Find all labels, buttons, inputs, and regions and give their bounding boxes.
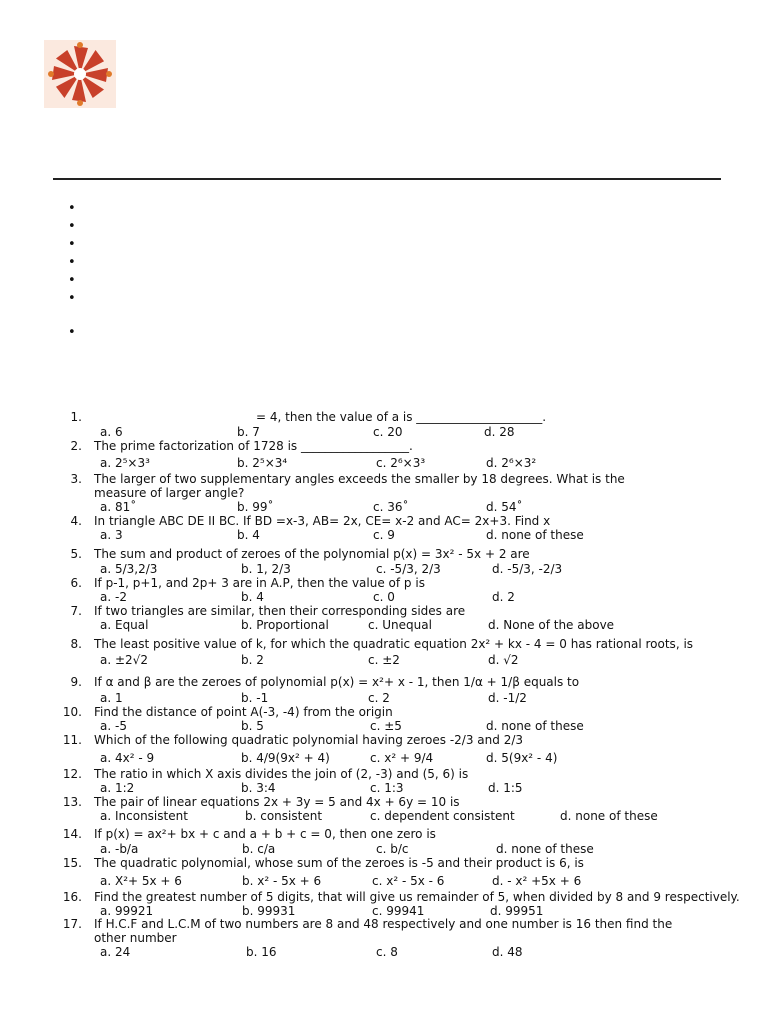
question-text: The pair of linear equations 2x + 3y = 5 and 4x + 6y = 10 is	[94, 795, 460, 809]
option-c: c. -5/3, 2/3	[376, 562, 441, 576]
question-number: 1.	[70, 410, 82, 424]
question-number: 5.	[70, 547, 82, 561]
option-d: d. -1/2	[488, 691, 527, 705]
question-number: 10.	[62, 705, 82, 719]
question-text: If H.C.F and L.C.M of two numbers are 8 and 48 respectively and one number is 16 then find the other number	[94, 917, 673, 945]
option-b: b. c/a	[242, 842, 276, 856]
option-a: a. 2⁵×3³	[100, 456, 150, 470]
question-number: 13.	[62, 795, 82, 809]
option-a: a. X²+ 5x + 6	[100, 874, 182, 888]
option-c: c. b/c	[376, 842, 409, 856]
question-text: The larger of two supplementary angles exceeds the smaller by 18 degrees. What is the measure of larger angle?	[94, 472, 625, 500]
question-text: If p(x) = ax²+ bx + c and a + b + c = 0, then one zero is	[94, 827, 436, 841]
option-c: c. x² + 9/4	[370, 751, 434, 765]
option-d: d. 54˚	[486, 500, 523, 514]
question-number: 16.	[62, 890, 82, 904]
option-b: b. 2⁵×3⁴	[237, 456, 288, 470]
option-b: b. 1, 2/3	[241, 562, 291, 576]
option-d: d. none of these	[496, 842, 594, 856]
option-a: a. 81˚	[100, 500, 137, 514]
option-b: b. consistent	[245, 809, 323, 823]
option-a: a. -2	[100, 590, 127, 604]
option-b: b. 5	[241, 719, 264, 733]
bullet-item: •	[68, 273, 76, 288]
option-a: a. 24	[100, 945, 131, 959]
option-c: c. 1:3	[370, 781, 404, 795]
option-c: c. 2⁶×3³	[376, 456, 426, 470]
option-b: b. 3:4	[241, 781, 276, 795]
option-c: c. 0	[373, 590, 395, 604]
question-text: = 4, then the value of a is _____________________.	[256, 410, 547, 424]
question-number: 14.	[62, 827, 82, 841]
question-text: The prime factorization of 1728 is __________________.	[94, 439, 413, 453]
option-a: a. -b/a	[100, 842, 139, 856]
option-b: b. Proportional	[241, 618, 329, 632]
question-number: 7.	[70, 604, 82, 618]
option-b: b. 4	[241, 590, 264, 604]
option-c: c. ±2	[368, 653, 400, 667]
option-a: a. 3	[100, 528, 123, 542]
option-b: b. 99931	[242, 904, 296, 918]
option-d: d. 28	[484, 425, 515, 439]
option-d: d. √2	[488, 653, 519, 667]
option-a: a. 6	[100, 425, 123, 439]
option-c: c. 99941	[372, 904, 425, 918]
question-number: 2.	[70, 439, 82, 453]
question-text: The ratio in which X axis divides the join of (2, -3) and (5, 6) is	[94, 767, 469, 781]
option-d: d. None of the above	[488, 618, 615, 632]
bullet-item: •	[68, 291, 76, 306]
option-d: d. none of these	[486, 719, 584, 733]
option-a: a. ±2√2	[100, 653, 148, 667]
question-text: Which of the following quadratic polynomial having zeroes -2/3 and 2/3	[94, 733, 524, 747]
option-c: c. x² - 5x - 6	[372, 874, 445, 888]
question-text: If p-1, p+1, and 2p+ 3 are in A.P, then the value of p is	[94, 576, 425, 590]
question-number: 11.	[62, 733, 82, 747]
option-c: c. 8	[376, 945, 398, 959]
bullet-item: •	[68, 255, 76, 270]
question-text: If two triangles are similar, then their corresponding sides are	[94, 604, 466, 618]
option-a: a. 5/3,2/3	[100, 562, 158, 576]
question-text: Find the distance of point A(-3, -4) from the origin	[94, 705, 393, 719]
option-a: a. Equal	[100, 618, 149, 632]
question-number: 6.	[70, 576, 82, 590]
option-b: b. 4/9(9x² + 4)	[241, 751, 330, 765]
bullet-item: •	[68, 201, 76, 216]
question-text: The quadratic polynomial, whose sum of the zeroes is -5 and their product is 6, is	[94, 856, 584, 870]
question-text: In triangle ABC DE II BC. If BD =x-3, AB= 2x, CE= x-2 and AC= 2x+3. Find x	[94, 514, 551, 528]
option-b: b. 16	[246, 945, 277, 959]
question-text: The least positive value of k, for which the quadratic equation 2x² + kx - 4 = 0 has rational roots, is	[94, 637, 694, 651]
option-d: d. -5/3, -2/3	[492, 562, 563, 576]
bullet-item: •	[68, 325, 76, 340]
option-a: a. Inconsistent	[100, 809, 188, 823]
option-a: a. 1:2	[100, 781, 135, 795]
option-c: c. 20	[373, 425, 403, 439]
bullet-item: •	[68, 219, 76, 234]
option-c: c. Unequal	[368, 618, 432, 632]
option-d: d. 1:5	[488, 781, 523, 795]
option-b: b. 4	[237, 528, 260, 542]
option-b: b. 99˚	[237, 500, 274, 514]
option-b: b. x² - 5x + 6	[242, 874, 322, 888]
option-c: c. 9	[373, 528, 395, 542]
option-b: b. 7	[237, 425, 260, 439]
question-number: 15.	[62, 856, 82, 870]
option-b: b. 2	[241, 653, 264, 667]
option-c: c. ±5	[370, 719, 402, 733]
question-number: 12.	[62, 767, 82, 781]
option-c: c. 36˚	[373, 500, 409, 514]
option-d: d. 5(9x² - 4)	[486, 751, 558, 765]
option-d: d. 48	[492, 945, 523, 959]
question-number: 17.	[62, 917, 82, 931]
option-d: d. 2⁶×3²	[486, 456, 537, 470]
option-d: d. - x² +5x + 6	[492, 874, 582, 888]
question-text: Find the greatest number of 5 digits, that will give us remainder of 5, when divided by 8 and 9 respectively.	[94, 890, 740, 904]
bullet-item: •	[68, 237, 76, 252]
option-d: d. none of these	[486, 528, 584, 542]
option-b: b. -1	[241, 691, 269, 705]
option-a: a. 4x² - 9	[100, 751, 155, 765]
question-number: 8.	[70, 637, 82, 651]
question-number: 9.	[70, 675, 82, 689]
option-a: a. -5	[100, 719, 127, 733]
question-text: The sum and product of zeroes of the polynomial p(x) = 3x² - 5x + 2 are	[94, 547, 530, 561]
option-d: d. 2	[492, 590, 515, 604]
question-number: 4.	[70, 514, 82, 528]
option-d: d. 99951	[490, 904, 544, 918]
option-c: c. dependent consistent	[370, 809, 515, 823]
option-a: a. 99921	[100, 904, 154, 918]
option-c: c. 2	[368, 691, 390, 705]
option-d: d. none of these	[560, 809, 658, 823]
question-number: 3.	[70, 472, 82, 486]
option-a: a. 1	[100, 691, 123, 705]
question-text: If α and β are the zeroes of polynomial p(x) = x²+ x - 1, then 1/α + 1/β equals to	[94, 675, 580, 689]
